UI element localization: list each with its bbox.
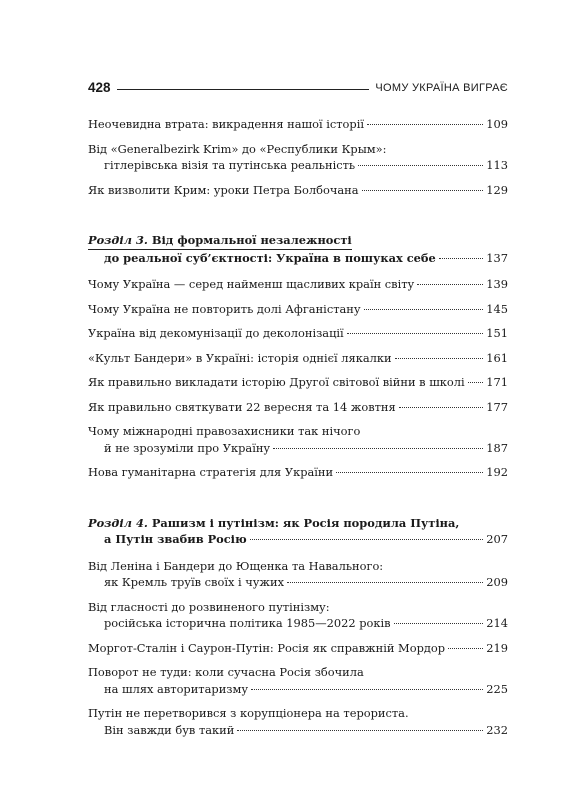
toc-group-chapter-4 — [88, 558, 508, 739]
toc-group-previous-chapter — [88, 116, 508, 198]
toc-entry-page: 145 — [486, 301, 508, 316]
leader-dots — [287, 582, 483, 583]
toc-entry — [88, 464, 508, 481]
leader-dots — [362, 190, 484, 191]
toc-entry-title: Моргот-Сталін і Саурон-Путін: Росія як справжній Мордор — [88, 640, 446, 655]
toc-entry-page: 139 — [486, 277, 508, 291]
chapter-3-page: 137 — [486, 250, 508, 265]
toc-entry-page: 209 — [486, 575, 508, 589]
toc-entry-title: Від Леніна і Бандери до Ющенка та Навального: — [88, 558, 384, 573]
toc-entry-title: на шлях авторитаризму — [104, 681, 249, 696]
leader-dots — [364, 309, 484, 310]
toc-entry-title: Як визволити Крим: уроки Петра Болбочана — [88, 182, 359, 197]
leader-dots — [394, 623, 484, 624]
toc-entry-title: Як правильно викладати історію Другої світової війни в школі — [88, 375, 465, 389]
toc-entry-page: 214 — [486, 616, 508, 630]
leader-dots — [468, 382, 484, 383]
toc-entry — [88, 182, 508, 199]
toc-entry-page: 225 — [486, 681, 508, 696]
leader-dots — [347, 333, 484, 334]
toc-entry-title: Україна від декомунізації до деколонізації — [88, 326, 344, 340]
toc-entry — [88, 325, 508, 342]
toc-entry-page: 109 — [486, 117, 508, 131]
toc-entry-title: як Кремль труїв своїх і чужих — [104, 575, 284, 589]
toc-entry — [88, 705, 508, 738]
toc-entry-title: Поворот не туди: коли сучасна Росія збочила — [88, 665, 364, 679]
section-gap — [88, 489, 508, 515]
toc-entry — [88, 141, 508, 174]
leader-dots — [448, 648, 483, 649]
toc-entry-page: 232 — [486, 722, 508, 737]
toc-entry-page: 187 — [486, 440, 508, 455]
leader-dots — [439, 258, 484, 259]
chapter-3-title-line1: Від формальної незалежності — [151, 233, 352, 247]
leader-dots — [273, 448, 483, 449]
leader-dots — [367, 124, 483, 125]
header-rule — [117, 89, 370, 90]
toc-entry-title: російська історична політика 1985—2022 років — [104, 616, 391, 630]
leader-dots — [250, 539, 484, 540]
toc-entry — [88, 664, 508, 697]
toc-entry-title: «Культ Бандери» в Україні: історія однієї лякалки — [88, 350, 392, 365]
toc-entry-title: Він завжди був такий — [104, 722, 235, 737]
toc-entry-title: Чому міжнародні правозахисники так нічого — [88, 424, 361, 438]
toc-entry-page: 177 — [486, 399, 508, 414]
toc-entry — [88, 116, 508, 133]
toc-entry — [88, 599, 508, 632]
chapter-3-label: Розділ 3. — [88, 233, 148, 247]
toc-entry — [88, 399, 508, 416]
toc-entry-title: гітлерівська візія та путінська реальність — [104, 158, 356, 172]
chapter-3-title-line2: до реальної суб’єктності: Україна в пошуках себе — [104, 250, 436, 265]
toc-entry-title: Путін не перетворився з корупціонера на терориста. — [88, 706, 409, 720]
chapter-4-page: 207 — [486, 532, 508, 546]
toc-entry-title: Неочевидна втрата: викрадення нашої історії — [88, 117, 364, 131]
toc-entry — [88, 640, 508, 657]
chapter-4-heading — [88, 515, 508, 548]
toc-entry-page: 161 — [486, 350, 508, 365]
chapter-4-label: Розділ 4. — [88, 515, 148, 530]
leader-dots — [395, 358, 484, 359]
toc-entry — [88, 350, 508, 367]
leader-dots — [237, 730, 483, 731]
toc-entry-title: Нова гуманітарна стратегія для України — [88, 465, 334, 479]
table-of-contents — [88, 116, 508, 746]
toc-entry — [88, 276, 508, 293]
toc-entry-title: Від «Generalbezirk Krim» до «Республики Крым»: — [88, 141, 387, 156]
leader-dots — [336, 472, 483, 473]
toc-entry-title: Як правильно святкувати 22 вересня та 14 жовтня — [88, 399, 396, 414]
leader-dots — [358, 165, 483, 166]
toc-entry-title: Від гласності до розвиненого путінізму: — [88, 599, 330, 614]
toc-entry-page: 192 — [486, 465, 508, 479]
section-gap — [88, 206, 508, 232]
toc-entry-page: 219 — [486, 640, 508, 655]
toc-group-chapter-3 — [88, 276, 508, 481]
leader-dots — [417, 284, 483, 285]
chapter-3-heading — [88, 232, 508, 266]
toc-entry-title: Чому Україна не повторить долі Афганістану — [88, 301, 361, 316]
page-number: 428 — [88, 79, 111, 95]
toc-entry — [88, 374, 508, 391]
leader-dots — [399, 407, 484, 408]
toc-entry-page: 171 — [486, 375, 508, 389]
running-header — [88, 72, 508, 94]
toc-entry-title: Чому Україна — серед найменш щасливих країн світу — [88, 277, 415, 291]
toc-entry — [88, 301, 508, 318]
running-title: ЧОМУ УКРАЇНА ВИГРАЄ — [375, 82, 508, 94]
toc-entry-page: 151 — [486, 326, 508, 340]
chapter-4-title-line1: Рашизм і путінізм: як Росія породила Путіна, — [151, 515, 460, 530]
toc-entry — [88, 558, 508, 591]
leader-dots — [251, 689, 483, 690]
toc-entry — [88, 423, 508, 456]
chapter-4-title-line2: а Путін звабив Росію — [104, 532, 247, 546]
toc-entry-title: й не зрозуміли про Україну — [104, 440, 271, 455]
toc-entry-page: 113 — [486, 158, 508, 172]
toc-entry-page: 129 — [486, 182, 508, 197]
